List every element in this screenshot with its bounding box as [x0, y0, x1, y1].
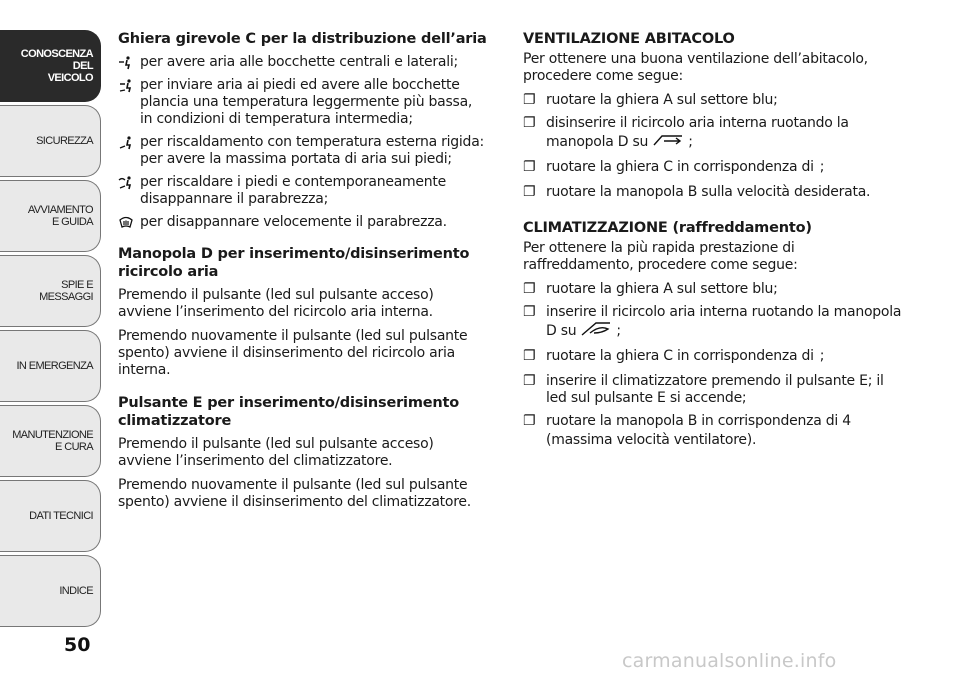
- checkbox-bullet-icon: ❐: [523, 281, 536, 297]
- heading-climate-button: Pulsante E per inserimento/disinserimento climatizzatore: [118, 395, 459, 429]
- list-item-text: per avere aria alle bocchette centrali e laterali;: [140, 54, 458, 70]
- list-item: [118, 134, 488, 168]
- list-item-text: per inviare aria ai piedi ed avere alle bocchette plancia una temperatura leggermente più bassa, in condizioni di temperatura intermedia;: [140, 77, 473, 127]
- page-number: 50: [64, 634, 91, 656]
- list-item: [523, 159, 903, 178]
- list-item-text: [546, 159, 824, 178]
- list-item-text: [546, 413, 857, 449]
- list-item: [523, 281, 903, 298]
- step-text: disinserire il ricircolo aria interna ruotando la manopola D su: [546, 115, 849, 150]
- list-item: [118, 54, 488, 71]
- recirculation-icon: [580, 321, 614, 342]
- step-text: ruotare la ghiera A sul settore blu;: [546, 92, 778, 108]
- step-suffix: ;: [819, 159, 825, 175]
- checkbox-bullet-icon: ❐: [523, 159, 536, 175]
- step-suffix: ;: [819, 348, 825, 364]
- sidebar-tab-spie-e-messaggi[interactable]: SPIE E MESSAGGI: [0, 255, 101, 327]
- list-item-text: [546, 115, 903, 153]
- list-item: [523, 304, 903, 342]
- heading-air-distribution: Ghiera girevole C per la distribuzione dell’aria: [118, 31, 487, 47]
- list-item-text: [546, 281, 778, 298]
- checkbox-bullet-icon: ❐: [523, 115, 536, 131]
- list-item: [523, 373, 903, 407]
- sidebar-tab-dati-tecnici[interactable]: DATI TECNICI: [0, 480, 101, 552]
- paragraph: Premendo il pulsante (led sul pulsante acceso) avviene l’inserimento del ricircolo aria interna.: [118, 287, 434, 320]
- face-feet-vent-icon: [118, 77, 140, 94]
- list-item-text: [546, 92, 778, 109]
- checkbox-bullet-icon: ❐: [523, 413, 536, 429]
- paragraph: Per ottenere la più rapida prestazione di raffreddamento, procedere come segue:: [523, 240, 798, 273]
- left-column: [118, 30, 488, 518]
- step-text: ruotare la ghiera C in corrispondenza di: [546, 159, 814, 175]
- checkbox-bullet-icon: ❐: [523, 348, 536, 364]
- ventilation-steps: [523, 92, 903, 201]
- sidebar-tab-avviamento-e-guida[interactable]: AVVIAMENTO E GUIDA: [0, 180, 101, 252]
- list-item-text: [546, 373, 903, 407]
- feet-vent-icon: [118, 134, 140, 151]
- paragraph: Premendo il pulsante (led sul pulsante acceso) avviene l’inserimento del climatizzatore.: [118, 436, 434, 469]
- sidebar-tab-in-emergenza[interactable]: IN EMERGENZA: [0, 330, 101, 402]
- list-item-text: per disappannare velocemente il parabrezza.: [140, 214, 447, 230]
- paragraph: Premendo nuovamente il pulsante (led sul pulsante spento) avviene il disinserimento del ricircolo aria interna.: [118, 328, 468, 378]
- feet-defrost-icon: [118, 174, 140, 191]
- air-distribution-list: [118, 54, 488, 231]
- climate-steps: [523, 281, 903, 449]
- list-item-text: [546, 184, 870, 201]
- list-item: [523, 115, 903, 153]
- list-item: [118, 214, 488, 231]
- step-suffix: ;: [616, 323, 621, 339]
- step-tail: (massima velocità ventilatore).: [546, 432, 757, 448]
- list-item: [523, 92, 903, 109]
- list-item-text: per riscaldamento con temperatura esterna rigida: per avere la massima portata di aria sui piedi;: [140, 134, 484, 167]
- right-column: [523, 30, 903, 455]
- heading-recirculation: Manopola D per inserimento/disinserimento ricircolo aria: [118, 246, 470, 280]
- list-item: [523, 184, 903, 201]
- step-text: ruotare la ghiera A sul settore blu;: [546, 281, 778, 297]
- step-suffix: ;: [688, 134, 693, 150]
- list-item: [118, 77, 488, 128]
- list-item: [523, 348, 903, 367]
- step-text: inserire il ricircolo aria interna ruotando la manopola D su: [546, 304, 902, 339]
- heading-climate: CLIMATIZZAZIONE (raffreddamento): [523, 220, 812, 236]
- defrost-icon: [118, 214, 140, 231]
- checkbox-bullet-icon: ❐: [523, 304, 536, 320]
- outside-air-icon: [652, 132, 686, 153]
- sidebar-tab-sicurezza[interactable]: SICUREZZA: [0, 105, 101, 177]
- paragraph: Per ottenere una buona ventilazione dell’abitacolo, procedere come segue:: [523, 51, 868, 84]
- paragraph: Premendo nuovamente il pulsante (led sul pulsante spento) avviene il disinserimento del climatizzatore.: [118, 477, 471, 510]
- checkbox-bullet-icon: ❐: [523, 92, 536, 108]
- step-text: ruotare la manopola B in corrispondenza di 4: [546, 413, 851, 429]
- list-item: [118, 174, 488, 208]
- sidebar-tab-manutenzione-e-cura[interactable]: MANUTENZIONE E CURA: [0, 405, 101, 477]
- list-item-text: [546, 304, 903, 342]
- step-text: ruotare la ghiera C in corrispondenza di: [546, 348, 814, 364]
- checkbox-bullet-icon: ❐: [523, 373, 536, 389]
- list-item-text: per riscaldare i piedi e contemporaneamente disappannare il parabrezza;: [140, 174, 447, 207]
- step-text: ruotare la manopola B sulla velocità desiderata.: [546, 184, 871, 200]
- step-text: inserire il climatizzatore premendo il pulsante E; il led sul pulsante E si accende;: [546, 373, 884, 406]
- list-item: [523, 413, 903, 449]
- checkbox-bullet-icon: ❐: [523, 184, 536, 200]
- sidebar-tab-conoscenza-del-veicolo[interactable]: CONOSCENZA DEL VEICOLO: [0, 30, 101, 102]
- watermark: carmanualsonline.info: [622, 650, 837, 672]
- face-vent-icon: [118, 54, 140, 71]
- list-item-text: [546, 348, 824, 367]
- heading-ventilation: VENTILAZIONE ABITACOLO: [523, 31, 735, 47]
- sidebar-tab-indice[interactable]: INDICE: [0, 555, 101, 627]
